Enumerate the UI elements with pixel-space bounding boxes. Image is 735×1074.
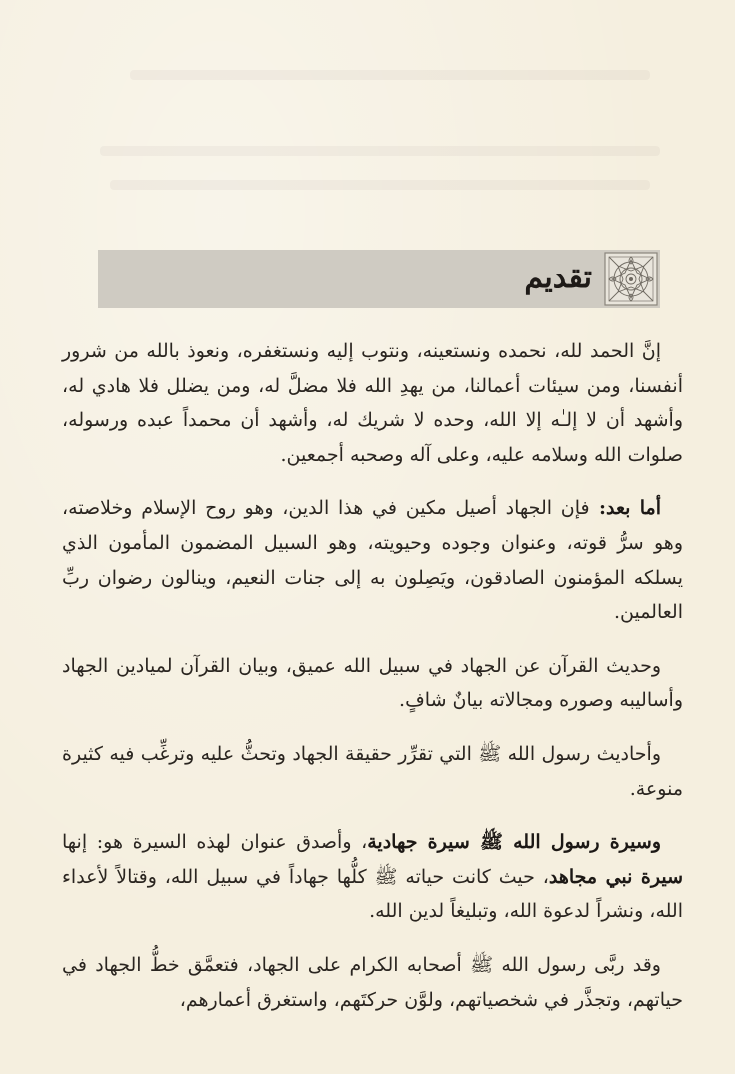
- paragraph: [62, 649, 683, 718]
- text-run: إنَّ الحمد لله، نحمده ونستعينه، ونتوب إليه ونستغفره، ونعوذ بالله من شرور أنفسنا، ومن سيئات أعمالنا، من يهدِ الله فلا مضلَّ له، ومن يضلل فلا هادي له، وأشهد أن لا إلـٰه إلا الله، وحده لا شريك له، وأشهد أن محمداً عبده ورسوله، صلوات الله وسلامه عليه، وعلى آله وصحبه أجمعين.: [62, 340, 683, 466]
- paragraph: [62, 948, 683, 1017]
- paragraph: [62, 825, 683, 929]
- text-run: ، وأصدق عنوان لهذه السيرة هو: إنها: [62, 831, 368, 854]
- bold-phrase: وسيرة رسول الله ﷺ سيرة جهادية: [367, 831, 661, 854]
- body-text: [62, 334, 683, 1036]
- text-run: وقد ربَّى رسول الله ﷺ أصحابه الكرام على الجهاد، فتعمَّق خطُّ الجهاد في حياتهم، وتجذَّر في شخصياتهم، ولوَّن حركتَهم، واستغرق أعمارهم،: [62, 953, 683, 1011]
- bleed-through-mark: [130, 70, 650, 80]
- text-run: فإن الجهاد أصيل مكين في هذا الدين، وهو روح الإسلام وخلاصته، وهو سرُّ قوته، وعنوان وجوده وحيويته، وهو السبيل المضمون المأمون الذي يسلكه المؤمنون الصادقون، ويَصِلون به إلى جنات النعيم، وينالون رضوان ربِّ العالمين.: [62, 497, 683, 624]
- bleed-through-mark: [100, 146, 660, 156]
- arabesque-ornament-icon: [604, 252, 658, 306]
- text-run: وحديث القرآن عن الجهاد في سبيل الله عميق، وبيان القرآن لميادين الجهاد وأساليبه وصوره ومجالاته بيانٌ شافٍ.: [62, 654, 683, 712]
- paragraph: [62, 737, 683, 806]
- section-header-band: [98, 250, 660, 308]
- text-run: وأحاديث رسول الله ﷺ التي تقرِّر حقيقة الجهاد وتحثُّ عليه وترغِّب فيه كثيرة منوعة.: [62, 742, 683, 800]
- bold-phrase: سيرة نبي مجاهد: [548, 865, 684, 888]
- text-run: ، حيث كانت حياته ﷺ كلُّها جهاداً في سبيل الله، وقتالاً لأعداء الله، ونشراً لدعوة الله، وتبليغاً لدين الله.: [62, 865, 683, 923]
- section-title: تقديم: [524, 260, 592, 295]
- paragraph: [62, 334, 683, 472]
- bold-phrase: أما بعد:: [589, 497, 662, 520]
- paragraph: [62, 491, 683, 629]
- bleed-through-mark: [110, 180, 650, 190]
